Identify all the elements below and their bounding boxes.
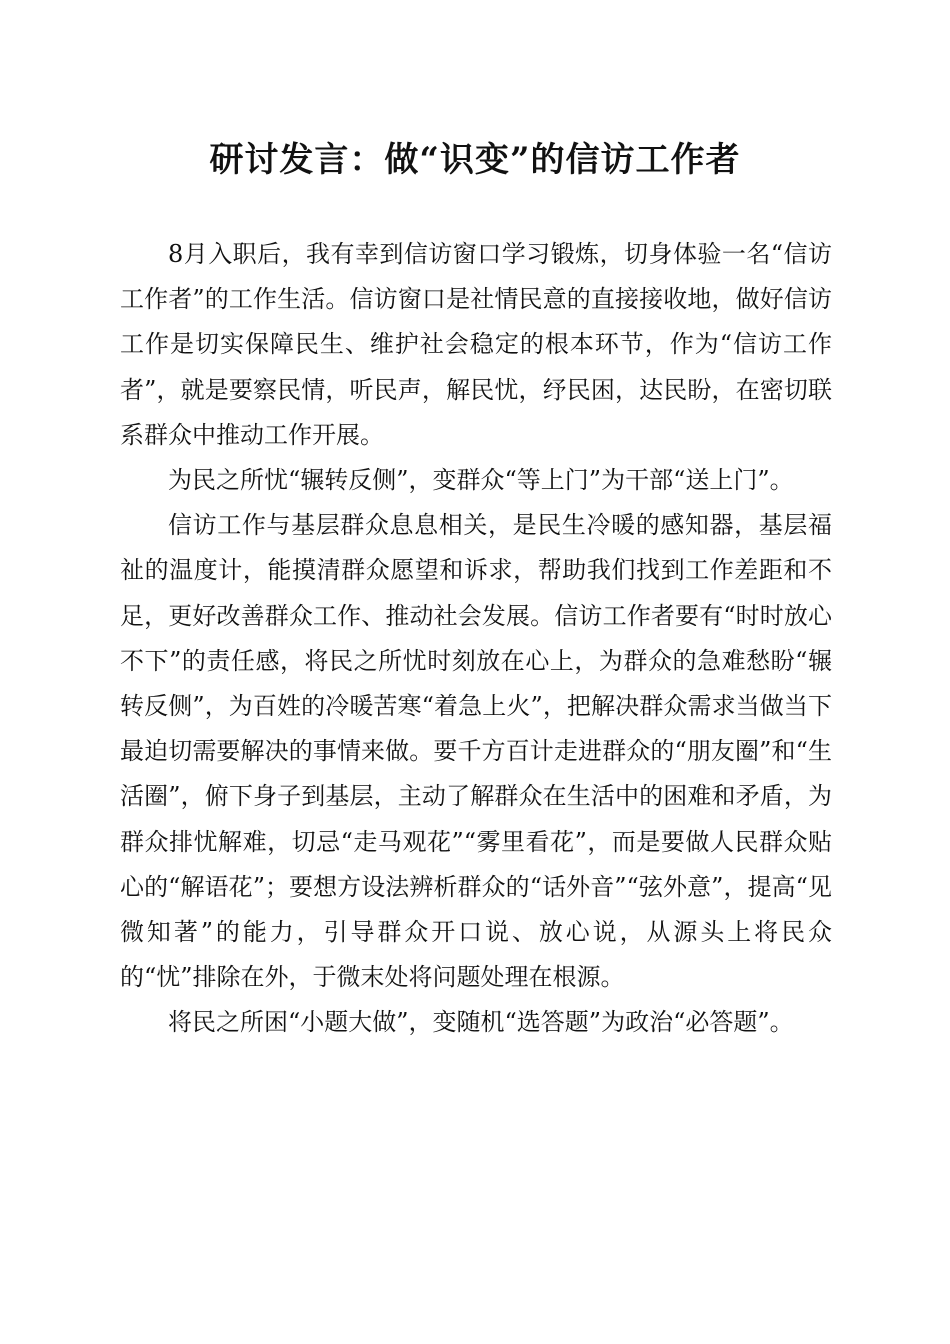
paragraph-heading-2: 将民之所困“小题大做”，变随机“选答题”为政治“必答题”。 [168, 1008, 794, 1037]
paragraph-heading-1: 为民之所忧“辗转反侧”，变群众“等上门”为干部“送上门”。 [168, 466, 794, 495]
document-title: 研讨发言：做“识变”的信访工作者 [209, 140, 741, 180]
document-body [120, 232, 832, 1046]
paragraph-intro: 8月入职后，我有幸到信访窗口学习锻炼，切身体验一名“信访工作者”的工作生活。信访窗口是社情民意的直接接收地，做好信访工作是切实保障民生、维护社会稳定的根本环节，作为“信访工作者”，就是要察民情，听民声，解民忧，纾民困，达民盼，在密切联系群众中推动工作开展。 [120, 240, 832, 449]
paragraph-section-1: 信访工作与基层群众息息相关，是民生冷暖的感知器，基层福祉的温度计，能摸清群众愿望和诉求，帮助我们找到工作差距和不足，更好改善群众工作、推动社会发展。信访工作者要有“时时放心不下”的责任感，将民之所忧时刻放在心上，为群众的急难愁盼“辗转反侧”，为百姓的冷暖苦寒“着急上火”，把解决群众需求当做当下最迫切需要解决的事情来做。要千方百计走进群众的“朋友圈”和“生活圈”，俯下身子到基层，主动了解群众在生活中的困难和矛盾，为群众排忧解难，切忌“走马观花”“雾里看花”，而是要做人民群众贴心的“解语花”；要想方设法辨析群众的“话外音”“弦外意”，提高“见微知著”的能力，引导群众开口说、放心说，从源头上将民众的“忧”排除在外，于微末处将问题处理在根源。 [120, 511, 832, 992]
